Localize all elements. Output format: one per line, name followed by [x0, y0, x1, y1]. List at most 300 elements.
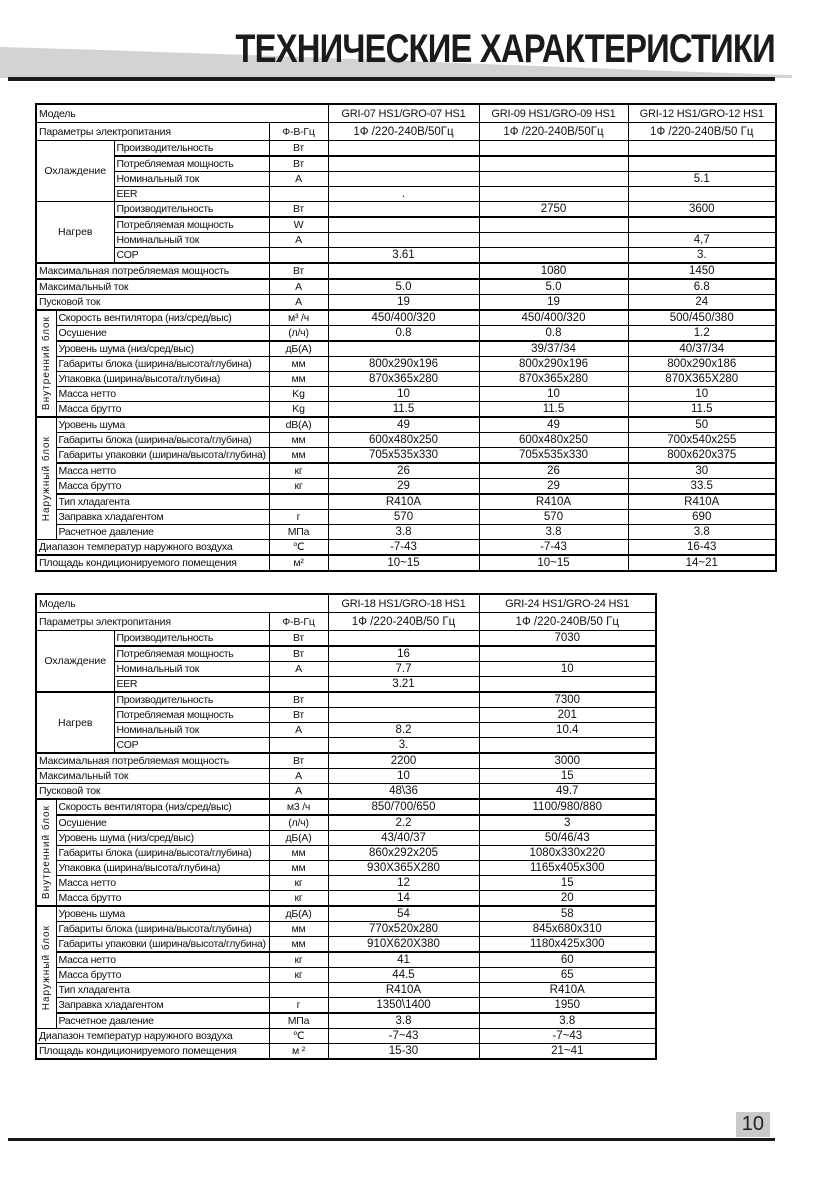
- value-cell: [328, 263, 479, 279]
- unit-cell: А: [269, 769, 328, 784]
- table-row: [36, 510, 776, 525]
- unit-cell: А: [269, 172, 328, 187]
- table-row: [36, 861, 656, 876]
- value-cell: [328, 233, 479, 248]
- unit-cell: Вт: [269, 753, 328, 769]
- value-cell: 870х365х280: [328, 372, 479, 387]
- value-cell: 7.7: [328, 662, 479, 677]
- table-row: [36, 326, 776, 342]
- unit-cell: Ф-В-Гц: [269, 613, 328, 631]
- row-label-cell: Масса нетто: [56, 387, 269, 402]
- value-cell: [479, 248, 628, 264]
- unit-cell: (л/ч): [269, 326, 328, 342]
- value-cell: 3.8: [479, 1013, 656, 1029]
- value-cell: 0.8: [479, 326, 628, 342]
- value-cell: R410A: [479, 494, 628, 510]
- value-cell: 15: [479, 769, 656, 784]
- table-row: [36, 646, 656, 662]
- row-label-cell: Расчетное давление: [56, 1013, 269, 1029]
- row-label-cell: Масса брутто: [56, 479, 269, 495]
- value-cell: 60: [479, 952, 656, 968]
- table-row: [36, 937, 656, 953]
- table-row: [36, 1013, 656, 1029]
- unit-cell: мм: [269, 372, 328, 387]
- unit-cell: Kg: [269, 402, 328, 418]
- table-row: [36, 846, 656, 861]
- value-cell: 12: [328, 876, 479, 891]
- table-row: [36, 968, 656, 983]
- page-number: 10: [736, 1112, 770, 1137]
- value-cell: 3600: [628, 202, 776, 218]
- value-cell: 50/46/43: [479, 831, 656, 846]
- unit-cell: дБ(А): [269, 831, 328, 846]
- table-row: [36, 141, 776, 157]
- value-cell: 10: [328, 769, 479, 784]
- value-cell: 5.1: [628, 172, 776, 187]
- table-row: [36, 555, 776, 571]
- row-label-cell: Масса брутто: [56, 402, 269, 418]
- value-cell: [328, 692, 479, 708]
- value-cell: 48\36: [328, 784, 479, 800]
- value-cell: 50: [628, 417, 776, 433]
- unit-cell: [269, 677, 328, 693]
- row-label-cell: Упаковка (ширина/высота/глубина): [56, 372, 269, 387]
- row-label-cell: COP: [114, 248, 269, 264]
- value-cell: 10~15: [328, 555, 479, 571]
- value-cell: 24: [628, 295, 776, 311]
- value-cell: 770х520х280: [328, 922, 479, 937]
- table-row: [36, 217, 776, 233]
- table-row: [36, 233, 776, 248]
- row-label-cell: Производительность: [114, 141, 269, 157]
- value-cell: 7300: [479, 692, 656, 708]
- value-cell: 500/450/380: [628, 310, 776, 326]
- value-cell: -7-43: [479, 540, 628, 556]
- row-label-cell: Тип хладагента: [56, 983, 269, 998]
- row-label-cell: EER: [114, 677, 269, 693]
- table-row: [36, 723, 656, 738]
- unit-cell: г: [269, 998, 328, 1014]
- table-row: [36, 613, 656, 631]
- table-row: [36, 662, 656, 677]
- value-cell: [479, 217, 628, 233]
- unit-cell: мм: [269, 861, 328, 876]
- unit-cell: кг: [269, 968, 328, 983]
- row-label-cell: Диапазон температур наружного воздуха: [36, 540, 269, 556]
- row-label-cell: Скорость вентилятора (низ/сред/выс): [56, 799, 269, 815]
- table-row: [36, 983, 656, 998]
- row-label-cell: Производительность: [114, 692, 269, 708]
- value-cell: 800х290х186: [628, 357, 776, 372]
- value-cell: 29: [479, 479, 628, 495]
- row-label-cell: Масса брутто: [56, 891, 269, 907]
- unit-cell: А: [269, 233, 328, 248]
- value-cell: 43/40/37: [328, 831, 479, 846]
- unit-cell: Вт: [269, 202, 328, 218]
- table-row: [36, 372, 776, 387]
- row-label-cell: EER: [114, 187, 269, 202]
- unit-cell: [269, 738, 328, 754]
- value-cell: 3.8: [328, 1013, 479, 1029]
- value-cell: 16-43: [628, 540, 776, 556]
- row-label-cell: Параметры электропитания: [36, 123, 269, 141]
- table-row: [36, 310, 776, 326]
- table-row: [36, 202, 776, 218]
- value-cell: [328, 217, 479, 233]
- value-cell: 1350\1400: [328, 998, 479, 1014]
- value-cell: 1950: [479, 998, 656, 1014]
- value-cell: [628, 217, 776, 233]
- table-row: [36, 906, 656, 922]
- table-row: [36, 433, 776, 448]
- unit-cell: [269, 187, 328, 202]
- unit-cell: мм: [269, 922, 328, 937]
- unit-cell: W: [269, 217, 328, 233]
- value-cell: 3.: [328, 738, 479, 754]
- value-cell: 850/700/650: [328, 799, 479, 815]
- unit-cell: А: [269, 295, 328, 311]
- unit-cell: ℃: [269, 540, 328, 556]
- value-cell: R410A: [328, 494, 479, 510]
- row-label-cell: Параметры электропитания: [36, 613, 269, 631]
- row-label-cell: Заправка хладагентом: [56, 998, 269, 1014]
- row-label-cell: Диапазон температур наружного воздуха: [36, 1029, 269, 1044]
- row-label-cell: Потребляемая мощность: [114, 217, 269, 233]
- row-label-cell: Габариты упаковки (ширина/высота/глубина): [56, 448, 269, 464]
- model-header-cell: GRI-24 HS1/GRO-24 HS1: [479, 594, 656, 613]
- value-cell: 10: [628, 387, 776, 402]
- value-cell: 11.5: [328, 402, 479, 418]
- row-label-cell: Уровень шума (низ/сред/выс): [56, 341, 269, 357]
- value-cell: [479, 172, 628, 187]
- unit-cell: [269, 248, 328, 264]
- value-cell: 30: [628, 463, 776, 479]
- unit-cell: Вт: [269, 708, 328, 723]
- value-cell: 930Х365Х280: [328, 861, 479, 876]
- value-cell: 0.8: [328, 326, 479, 342]
- value-cell: 10: [479, 387, 628, 402]
- value-cell: [479, 156, 628, 172]
- unit-cell: кг: [269, 891, 328, 907]
- unit-cell: А: [269, 784, 328, 800]
- table-row: [36, 172, 776, 187]
- model-header-cell: GRI-12 HS1/GRO-12 HS1: [628, 104, 776, 123]
- value-cell: 10~15: [479, 555, 628, 571]
- table-row: [36, 891, 656, 907]
- table-row: [36, 799, 656, 815]
- value-cell: 1Ф /220-240В/50Гц: [328, 123, 479, 141]
- value-cell: 11.5: [628, 402, 776, 418]
- value-cell: 3.61: [328, 248, 479, 264]
- unit-cell: Kg: [269, 387, 328, 402]
- value-cell: [328, 631, 479, 647]
- footer-rule: [8, 1138, 775, 1141]
- unit-cell: кг: [269, 479, 328, 495]
- row-label-cell: Расчетное давление: [56, 525, 269, 540]
- value-cell: [328, 172, 479, 187]
- value-cell: -7-43: [328, 540, 479, 556]
- unit-cell: Вт: [269, 141, 328, 157]
- value-cell: [479, 646, 656, 662]
- unit-cell: м³ /ч: [269, 310, 328, 326]
- model-header-cell: GRI-07 HS1/GRO-07 HS1: [328, 104, 479, 123]
- value-cell: [479, 738, 656, 754]
- unit-cell: кг: [269, 463, 328, 479]
- value-cell: 860х292х205: [328, 846, 479, 861]
- row-label-cell: Площадь кондиционируемого помещения: [36, 555, 269, 571]
- value-cell: 49.7: [479, 784, 656, 800]
- row-label-cell: Габариты блока (ширина/высота/глубина): [56, 846, 269, 861]
- row-label-cell: Максимальная потребляемая мощность: [36, 753, 269, 769]
- value-cell: 26: [479, 463, 628, 479]
- row-label-cell: Скорость вентилятора (низ/сред/выс): [56, 310, 269, 326]
- section-label-indoor: [36, 310, 56, 417]
- value-cell: 2.2: [328, 815, 479, 831]
- row-label-cell: COP: [114, 738, 269, 754]
- table-row: [36, 402, 776, 418]
- value-cell: 3.21: [328, 677, 479, 693]
- value-cell: 1100/980/880: [479, 799, 656, 815]
- value-cell: 870Х365Х280: [628, 372, 776, 387]
- unit-cell: Вт: [269, 631, 328, 647]
- value-cell: [479, 141, 628, 157]
- value-cell: 201: [479, 708, 656, 723]
- value-cell: 1Ф /220-240В/50Гц: [479, 123, 628, 141]
- value-cell: 870х365х280: [479, 372, 628, 387]
- value-cell: 705х535х330: [479, 448, 628, 464]
- value-cell: 3.8: [479, 525, 628, 540]
- value-cell: 10: [479, 662, 656, 677]
- value-cell: [328, 708, 479, 723]
- unit-cell: [269, 983, 328, 998]
- value-cell: 21~41: [479, 1044, 656, 1060]
- row-label-cell: Производительность: [114, 631, 269, 647]
- row-label-cell: Площадь кондиционируемого помещения: [36, 1044, 269, 1060]
- value-cell: R410A: [479, 983, 656, 998]
- value-cell: 690: [628, 510, 776, 525]
- unit-cell: мм: [269, 448, 328, 464]
- row-label-cell: Уровень шума: [56, 906, 269, 922]
- row-label-cell: Габариты блока (ширина/высота/глубина): [56, 357, 269, 372]
- value-cell: 49: [479, 417, 628, 433]
- section-label-indoor: [36, 799, 56, 906]
- value-cell: 2750: [479, 202, 628, 218]
- value-cell: 910Х620Х380: [328, 937, 479, 953]
- row-label-cell: Габариты упаковки (ширина/высота/глубина): [56, 937, 269, 953]
- value-cell: 700х540х255: [628, 433, 776, 448]
- value-cell: 7030: [479, 631, 656, 647]
- row-label-cell: Осушение: [56, 326, 269, 342]
- row-label-cell: Потребляемая мощность: [114, 646, 269, 662]
- row-label-cell: Номинальный ток: [114, 723, 269, 738]
- vertical-label: Внутренний блок: [40, 316, 52, 411]
- page-title: ТЕХНИЧЕСКИЕ ХАРАКТЕРИСТИКИ: [235, 27, 775, 71]
- value-cell: 19: [479, 295, 628, 311]
- table-row: [36, 187, 776, 202]
- table-row: [36, 784, 656, 800]
- value-cell: 600х480х250: [328, 433, 479, 448]
- row-label-cell: Уровень шума (низ/сред/выс): [56, 831, 269, 846]
- unit-cell: МПа: [269, 1013, 328, 1029]
- value-cell: [328, 341, 479, 357]
- value-cell: 5.0: [328, 279, 479, 295]
- row-label-cell: Масса нетто: [56, 463, 269, 479]
- table-row: [36, 769, 656, 784]
- group-label-cell: Охлаждение: [36, 141, 114, 202]
- unit-cell: кг: [269, 952, 328, 968]
- unit-cell: г: [269, 510, 328, 525]
- value-cell: 40/37/34: [628, 341, 776, 357]
- table-row: [36, 479, 776, 495]
- table-row: [36, 279, 776, 295]
- unit-cell: Ф-В-Гц: [269, 123, 328, 141]
- value-cell: 26: [328, 463, 479, 479]
- value-cell: [479, 233, 628, 248]
- row-label-cell: Максимальный ток: [36, 279, 269, 295]
- table-row: [36, 417, 776, 433]
- unit-cell: м²: [269, 555, 328, 571]
- row-label-cell: Пусковой ток: [36, 784, 269, 800]
- value-cell: [328, 202, 479, 218]
- table-row: [36, 263, 776, 279]
- spec-table-1-wrap: [35, 103, 777, 572]
- value-cell: 1Ф /220-240В/50 Гц: [628, 123, 776, 141]
- table-row: [36, 952, 656, 968]
- table-row: [36, 540, 776, 556]
- value-cell: 1450: [628, 263, 776, 279]
- table-row: [36, 123, 776, 141]
- value-cell: 49: [328, 417, 479, 433]
- row-label-cell: Максимальная потребляемая мощность: [36, 263, 269, 279]
- row-label-cell: Габариты блока (ширина/высота/глубина): [56, 433, 269, 448]
- value-cell: 570: [328, 510, 479, 525]
- unit-cell: дБ(А): [269, 906, 328, 922]
- value-cell: [628, 156, 776, 172]
- value-cell: 450/400/320: [479, 310, 628, 326]
- value-cell: 15-30: [328, 1044, 479, 1060]
- value-cell: [328, 141, 479, 157]
- value-cell: 1080: [479, 263, 628, 279]
- value-cell: 1Ф /220-240В/50 Гц: [328, 613, 479, 631]
- value-cell: -7~43: [479, 1029, 656, 1044]
- row-label-cell: Уровень шума: [56, 417, 269, 433]
- value-cell: 29: [328, 479, 479, 495]
- spec-table-2: [35, 593, 657, 1060]
- unit-cell: мм: [269, 937, 328, 953]
- table-row: [36, 738, 656, 754]
- value-cell: 450/400/320: [328, 310, 479, 326]
- unit-cell: м ²: [269, 1044, 328, 1060]
- value-cell: [479, 677, 656, 693]
- unit-cell: м3 /ч: [269, 799, 328, 815]
- value-cell: 33.5: [628, 479, 776, 495]
- row-label-cell: Масса нетто: [56, 952, 269, 968]
- value-cell: 16: [328, 646, 479, 662]
- value-cell: 1Ф /220-240В/50 Гц: [479, 613, 656, 631]
- header-rule: [8, 77, 775, 81]
- row-label-cell: Потребляемая мощность: [114, 708, 269, 723]
- table-row: [36, 692, 656, 708]
- row-label-cell: Габариты блока (ширина/высота/глубина): [56, 922, 269, 937]
- unit-cell: Вт: [269, 692, 328, 708]
- row-label-cell: Модель: [36, 104, 328, 123]
- value-cell: 14~21: [628, 555, 776, 571]
- section-label-outdoor: [36, 417, 56, 540]
- value-cell: [328, 156, 479, 172]
- row-label-cell: Заправка хладагентом: [56, 510, 269, 525]
- vertical-label: Наружный блок: [40, 924, 52, 1011]
- value-cell: 19: [328, 295, 479, 311]
- table-row: [36, 295, 776, 311]
- value-cell: 20: [479, 891, 656, 907]
- table-row: [36, 708, 656, 723]
- row-label-cell: Масса брутто: [56, 968, 269, 983]
- value-cell: 800х290х196: [328, 357, 479, 372]
- value-cell: 39/37/34: [479, 341, 628, 357]
- value-cell: 600х480х250: [479, 433, 628, 448]
- row-label-cell: Производительность: [114, 202, 269, 218]
- unit-cell: А: [269, 723, 328, 738]
- row-label-cell: Максимальный ток: [36, 769, 269, 784]
- table-row: [36, 494, 776, 510]
- table-row: [36, 1044, 656, 1060]
- model-header-cell: GRI-09 HS1/GRO-09 HS1: [479, 104, 628, 123]
- table-row: [36, 525, 776, 540]
- value-cell: [628, 141, 776, 157]
- row-label-cell: Модель: [36, 594, 328, 613]
- value-cell: 1165х405х300: [479, 861, 656, 876]
- model-header-cell: GRI-18 HS1/GRO-18 HS1: [328, 594, 479, 613]
- value-cell: 4,7: [628, 233, 776, 248]
- row-label-cell: Упаковка (ширина/высота/глубина): [56, 861, 269, 876]
- table-row: [36, 753, 656, 769]
- value-cell: 58: [479, 906, 656, 922]
- value-cell: 5.0: [479, 279, 628, 295]
- vertical-label: Внутренний блок: [40, 805, 52, 900]
- value-cell: R410A: [328, 983, 479, 998]
- value-cell: 1080х330х220: [479, 846, 656, 861]
- unit-cell: (л/ч): [269, 815, 328, 831]
- value-cell: 570: [479, 510, 628, 525]
- value-cell: 15: [479, 876, 656, 891]
- table-row: [36, 104, 776, 123]
- value-cell: 6.8: [628, 279, 776, 295]
- vertical-label: Наружный блок: [40, 435, 52, 522]
- value-cell: 3.8: [328, 525, 479, 540]
- row-label-cell: Номинальный ток: [114, 662, 269, 677]
- table-row: [36, 341, 776, 357]
- table-row: [36, 448, 776, 464]
- table-row: [36, 248, 776, 264]
- unit-cell: дБ(А): [269, 341, 328, 357]
- value-cell: 705х535х330: [328, 448, 479, 464]
- value-cell: 2200: [328, 753, 479, 769]
- value-cell: 1.2: [628, 326, 776, 342]
- unit-cell: dB(A): [269, 417, 328, 433]
- table-row: [36, 387, 776, 402]
- value-cell: [628, 187, 776, 202]
- value-cell: [479, 187, 628, 202]
- row-label-cell: Номинальный ток: [114, 233, 269, 248]
- unit-cell: ℃: [269, 1029, 328, 1044]
- table-row: [36, 922, 656, 937]
- value-cell: 11.5: [479, 402, 628, 418]
- value-cell: 3000: [479, 753, 656, 769]
- unit-cell: кг: [269, 876, 328, 891]
- row-label-cell: Тип хладагента: [56, 494, 269, 510]
- value-cell: 41: [328, 952, 479, 968]
- value-cell: 3: [479, 815, 656, 831]
